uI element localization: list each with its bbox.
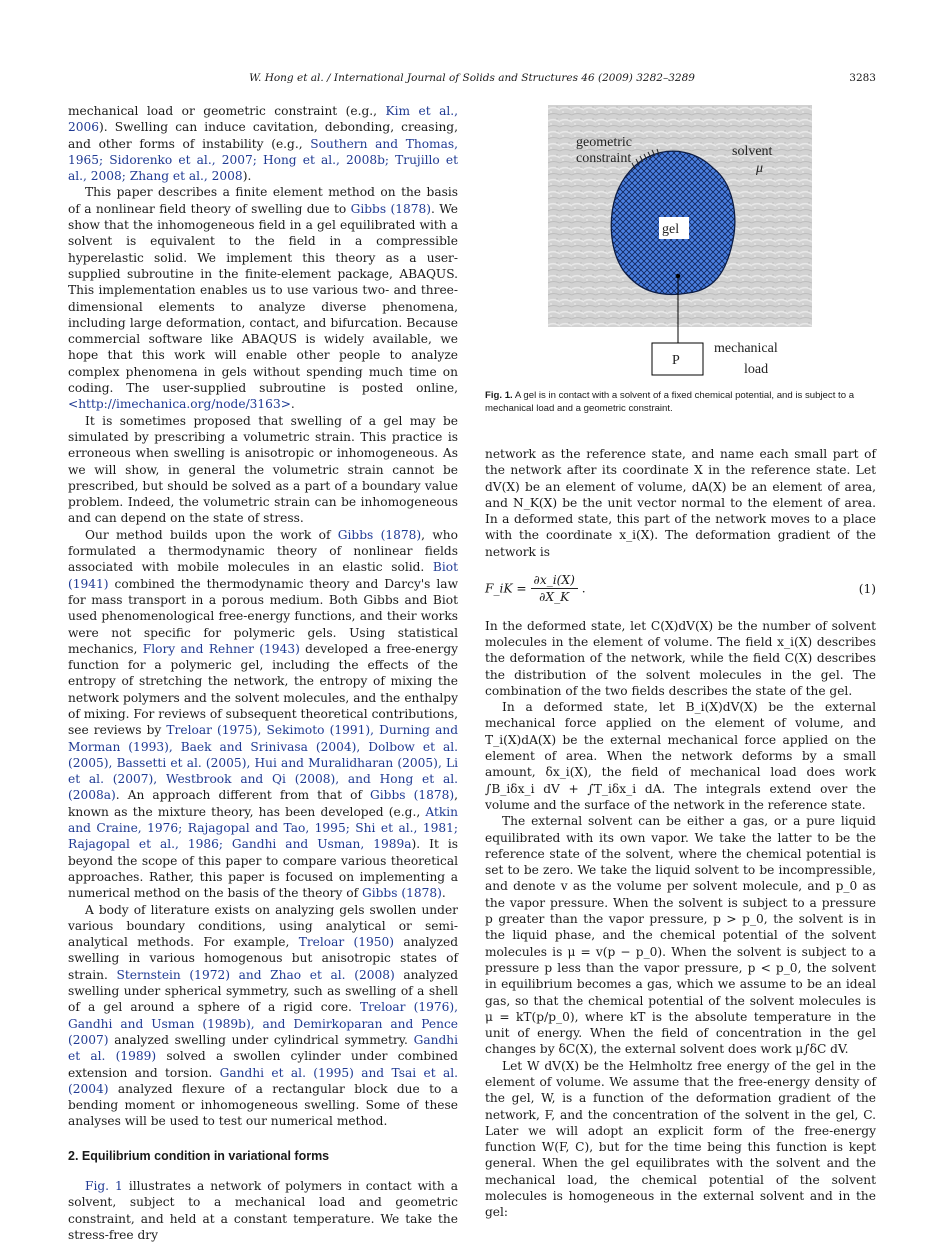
figure-caption-text: A gel is in contact with a solvent of a fixed chemical potential, and is subject to a mechanical load and a geometric constraint. xyxy=(485,390,855,414)
paragraph: Fig. 1 illustrates a network of polymers in contact with a solvent, subject to a mechanical load and geometric constraint, and held at a constant temperature. We take the stress-free dry xyxy=(68,1179,458,1242)
citation-link[interactable]: Flory and Rehner (1943) xyxy=(142,641,300,656)
citation-link[interactable]: Treloar (1950) xyxy=(298,935,395,950)
figure-caption xyxy=(485,390,876,415)
citation-link[interactable]: Gandhi et al. (1995) and Tsai et al. (2004) xyxy=(68,1065,459,1096)
citation-link[interactable]: Gibbs (1878) xyxy=(350,201,431,216)
citation-link[interactable]: Treloar (1976), Gandhi and Usman (1989b), and Demirkoparan and Pence (2007) xyxy=(68,1000,458,1047)
left-column xyxy=(68,103,458,1243)
journal-citation: W. Hong et al. / International Journal of Solids and Structures 46 (2009) 3282–3289 xyxy=(249,72,695,84)
solvent-label: solvent xyxy=(732,144,773,159)
citation-link[interactable]: Gandhi et al. (1989) xyxy=(68,1032,458,1064)
figure-1 xyxy=(548,105,812,377)
mu-label: μ xyxy=(756,161,764,176)
paragraph: In a deformed state, let B_i(X)dV(X) be the external mechanical force applied on the element of volume, and T_i(X)dA(X) be the external mechanical force applied on the element of area. When the network deforms by a small amount, δx_i(X), the field of mechanical load does work ∫B_iδx_i dV + ∫T_iδx_i dA. The integrals extend over the volume and the surface of the network in the reference state. xyxy=(485,700,876,812)
equation-body: F_iK = $\frac{\partial x\_i(X)}{\partial X\_K}$ . xyxy=(485,573,586,605)
paragraph: This paper describes a finite element method on the basis of a nonlinear field theory of swelling due to Gibbs (1878). We show that the inhomogeneous field in a gel equilibrated with a solvent is equivalent to the field in a compressible hyperelastic solid. We implement this theory as a user-supplied subroutine in the finite-element package, ABAQUS. This implementation enables us to use various two- and three-dimensional elements to analyze diverse phenomena, including large deformation, contact, and bifurcation. Because commercial software like ABAQUS is widely available, we hope that this work will enable other people to analyze complex phenomena in gels without spending much time on coding. The user-supplied subroutine is posted online, <http://imechanica.org/node/3163>. xyxy=(68,185,458,412)
citation-link[interactable]: Treloar (1975), Sekimoto (1991), Durning and Morman (1993), Baek and Srinivasa (2004), Dolbow et al. (2005), Bassetti et al. (2005), Hui and Muralidharan (2005), Li et al. (2007), Westbrook and Qi (2008), and Hong et al. (2008a) xyxy=(68,723,458,803)
citation-link[interactable]: Gibbs (1878) xyxy=(370,788,455,803)
citation-link[interactable]: Atkin and Craine, 1976; Rajagopal and Tao, 1995; Shi et al., 1981; Rajagopal et al., 1986; Gandhi and Usman, 1989a xyxy=(68,804,458,852)
running-header xyxy=(68,72,876,88)
equation-number: (1) xyxy=(858,581,876,596)
figure-caption-label: Fig. 1. xyxy=(485,390,513,401)
paragraph: The external solvent can be either a gas, or a pure liquid equilibrated with its own vapor. We take the latter to be the reference state of the solvent, where the chemical potential is set to be zero. We take the liquid solvent to be incompressible, and denote v as the volume per solvent molecule, and p_0 as the vapor pressure. When the solvent is subject to a pressure p greater than the vapor pressure, p > p_0, the solvent is in the liquid phase, and the chemical potential of the solvent molecules is μ = v(p − p_0). When the solvent is subject to a pressure p less than the vapor pressure, p < p_0, the solvent in equilibrium becomes a gas, which we assume to be an ideal gas, so that the chemical potential of the solvent molecules is μ = kT(p/p_0), where kT is the absolute temperature in the unit of energy. When the field of concentration in the gel changes by δC(X), the external solvent does work μ∫δC dV. xyxy=(485,814,876,1057)
paragraph: A body of literature exists on analyzing gels swollen under various boundary conditions, using analytical or semi-analytical methods. For example, Treloar (1950) analyzed swelling in various homogenous but anisotropic states of strain. Sternstein (1972) and Zhao et al. (2008) analyzed swelling under spherical symmetry, such as swelling of a shell of a gel around a sphere of a rigid core. Treloar (1976), Gandhi and Usman (1989b), and Demirkoparan and Pence (2007) analyzed swelling under cylindrical symmetry. Gandhi et al. (1989) solved a swollen cylinder under combined extension and torsion. Gandhi et al. (1995) and Tsai et al. (2004) analyzed flexure of a rectangular block due to a bending moment or inhomogeneous swelling. Some of these analyses will be used to test our numerical method. xyxy=(68,902,459,1129)
figure-link[interactable]: Fig. 1 xyxy=(85,1179,123,1193)
citation-link[interactable]: Gibbs (1878) xyxy=(362,886,442,901)
paragraph: mechanical load or geometric constraint (e.g., Kim et al., 2006). Swelling can induce cavitation, debonding, creasing, and other forms of instability (e.g., Southern and Thomas, 1965; Sidorenko et al., 2007; Hong et al., 2008b; Trujillo et al., 2008; Zhang et al., 2008). xyxy=(68,104,458,184)
equation-fraction: $\frac{\partial x\_i(X)}{\partial X\_K}$ xyxy=(531,572,578,606)
paragraph: Let W dV(X) be the Helmholtz free energy of the gel in the element of volume. We assume that the free-energy density of the gel, W, is a function of the deformation gradient of the network, F, and the concentration of the solvent in the gel, C. Later we will adopt an explicit form of the free-energy function W(F, C), but for the time being this function is kept general. When the gel equilibrates with the solvent and the mechanical load, the chemical potential of the solvent molecules is homogeneous in the external solvent and in the gel: xyxy=(485,1058,876,1220)
mechanical-label: mechanical xyxy=(714,341,778,356)
paragraph: In the deformed state, let C(X)dV(X) be the number of solvent molecules in the element of volume. The field x_i(X) describes the deformation of the network, while the field C(X) describes the distribution of the solvent molecules in the gel. The combination of the two fields describes the state of the gel. xyxy=(485,618,876,698)
subroutine-url-link[interactable]: <http://imechanica.org/node/3163> xyxy=(68,397,291,412)
citation-link[interactable]: Kim et al., 2006 xyxy=(68,104,458,135)
citation-link[interactable]: Sternstein (1972) and Zhao et al. (2008) xyxy=(116,967,395,982)
citation-link[interactable]: Biot (1941) xyxy=(68,560,458,591)
right-column xyxy=(485,446,876,1221)
paragraph: Our method builds upon the work of Gibbs (1878), who formulated a thermodynamic theory of nonlinear fields associated with mobile molecules in an elastic solid. Biot (1941) combined the thermodynamic theory and Darcy's law for mass transport in a porous medium. Both Gibbs and Biot used phenomenological free-energy functions, and their works were not specific for polymeric gels. Using statistical mechanics, Flory and Rehner (1943) developed a free-energy function for a polymeric gel, including the effects of the entropy of stretching the network, the entropy of mixing the network polymers and the solvent molecules, and the enthalpy of mixing. For reviews of subsequent theoretical contributions, see reviews by Treloar (1975), Sekimoto (1991), Durning and Morman (1993), Baek and Srinivasa (2004), Dolbow et al. (2005), Bassetti et al. (2005), Hui and Muralidharan (2005), Li et al. (2007), Westbrook and Qi (2008), and Hong et al. (2008a). An approach different from that of Gibbs (1878), known as the mixture theory, has been developed (e.g., Atkin and Craine, 1976; Rajagopal and Tao, 1995; Shi et al., 1981; Rajagopal et al., 1986; Gandhi and Usman, 1989a). It is beyond the scope of this paper to compare various theoretical approaches. Rather, this paper is focused on implementing a numerical method on the basis of the theory of Gibbs (1878). xyxy=(68,527,458,901)
section-heading: 2. Equilibrium condition in variational forms xyxy=(68,1148,330,1163)
page-number: 3283 xyxy=(849,72,876,84)
constraint-label: constraint xyxy=(576,151,632,166)
citation-link[interactable]: Gibbs (1878) xyxy=(337,527,422,542)
load-label: load xyxy=(744,362,769,377)
citation-link[interactable]: Southern and Thomas, 1965; Sidorenko et al., 2007; Hong et al., 2008b; Trujillo et al., 2008; Zhang et al., 2008 xyxy=(68,136,458,184)
paragraph: It is sometimes proposed that swelling of a gel may be simulated by prescribing a volumetric strain. This practice is erroneous when swelling is anisotropic or inhomogeneous. As we will show, in general the volumetric strain cannot be prescribed, but should be solved as a part of a boundary value problem. Indeed, the volumetric strain can be inhomogeneous and can depend on the state of stress. xyxy=(68,413,458,526)
equation-1 xyxy=(485,572,876,606)
paragraph: network as the reference state, and name each small part of the network after its coordinate X in the reference state. Let dV(X) be an element of volume, dA(X) be an element of area, and N_K(X) be the unit vector normal to the element of area. In a deformed state, this part of the network moves to a place with the coordinate x_i(X). The deformation gradient of the network is xyxy=(485,447,876,559)
gel-label: gel xyxy=(662,222,680,237)
load-box-label: P xyxy=(672,353,680,368)
geometric-label: geometric xyxy=(576,135,632,150)
